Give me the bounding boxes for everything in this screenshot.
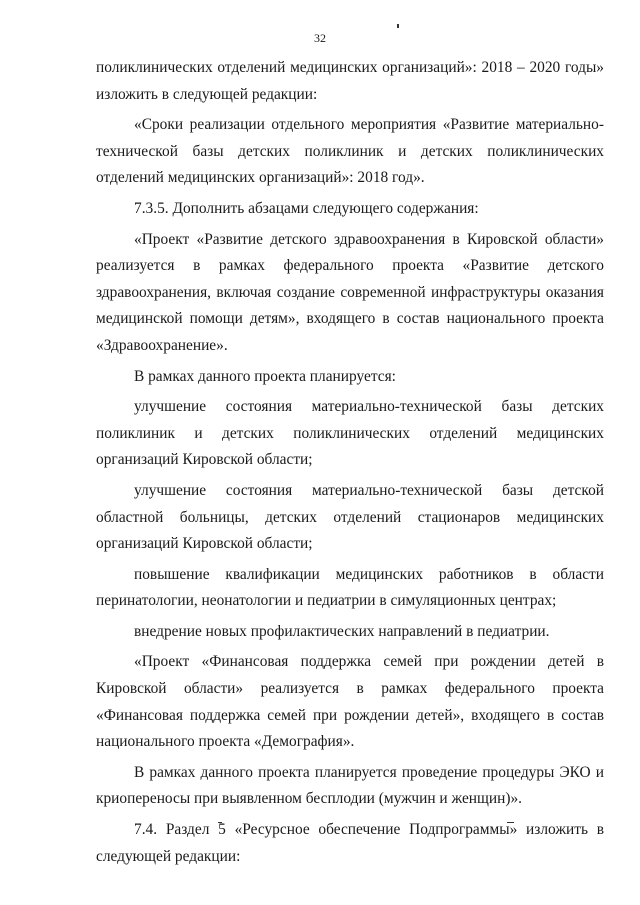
paragraph-section-7-3-5: 7.3.5. Дополнить абзацами следующего содержания:	[134, 199, 479, 217]
paragraph-child-healthcare-project: «Проект «Развитие детского здравоохранения в Кировской области» реализуется в рамках федерального проекта «Развитие детского здравоохранения, включая создание современной инфраструктуры оказания медицинской помощи детям», входящего в состав национального проекта «Здравоохранение».	[96, 230, 604, 354]
paragraph-planned-item-2: улучшение состояния материально-технической базы детской областной больницы, детских отделений стационаров медицинских организаций Кировской области;	[96, 481, 604, 553]
scan-speck	[397, 24, 399, 28]
paragraph-section-7-4: 7.4. Раздел 5 «Ресурсное обеспечение Подпрограммы» изложить в следующей редакции:	[96, 821, 604, 865]
paragraph-deadline-quote: «Сроки реализации отдельного мероприятия «Развитие материально-технической базы детских поликлиник и детских поликлинических отделений медицинских организаций»: 2018 год».	[96, 116, 604, 187]
page-number: 32	[314, 31, 326, 45]
paragraph-continuation: поликлинических отделений медицинских организаций»: 2018 – 2020 годы» изложить в следующей редакции:	[96, 59, 604, 103]
paragraph-planned-item-4: внедрение новых профилактических направлений в педиатрии.	[134, 622, 550, 640]
paragraph-planned-item-1: улучшение состояния материально-технической базы детских поликлиник и детских поликлинических отделений медицинских организаций Кировской области;	[96, 398, 604, 469]
paragraph-planned-intro: В рамках данного проекта планируется:	[134, 367, 396, 385]
paragraph-planned-item-3: повышение квалификации медицинских работников в области перинатологии, неонатологии и педиатрии в симуляционных центрах;	[96, 565, 604, 610]
paragraph-family-support-project: «Проект «Финансовая поддержка семей при рождении детей в Кировской области» реализуется в рамках федерального проекта «Финансовая поддержка семей при рождении детей», входящего в состав национального проекта «Демография».	[96, 653, 604, 751]
paragraph-ivf-procedures: В рамках данного проекта планируется проведение процедуры ЭКО и криопереносы при выявленном бесплодии (мужчин и женщин)».	[96, 763, 604, 808]
document-body	[96, 55, 604, 874]
